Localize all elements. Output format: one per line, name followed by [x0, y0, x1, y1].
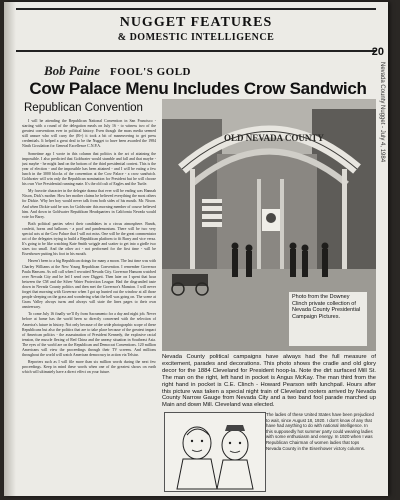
- side-folio: Nevada County Nugget - July 4, 1984: [379, 62, 385, 163]
- page-gutter: [4, 2, 16, 496]
- article-paragraph: Reporters such as I will file more than six million words during the next few proceedings. Keep in mind these words when one of the greatest shows on earth which will ultimately have a direct effect on your future.: [22, 360, 156, 375]
- author-signature: Bob Paine: [44, 63, 100, 78]
- photo-caption: Nevada County political campaigns have always had the full measure of excitement, parades and decorations. This photo shows the cradle and old glory decor for the 1884 Cleveland for President hoop-la. Note the dirt surfaced Mill St. The man on the right, left hand in pocket is Angus McKay. The man third from the right hand in pocket is C.E. Clinch - Howard Pearson with lunchpail. Hours after this picture was taken a special night train of Cleveland rooters arrived by Nevada County Narrow Gauge from Nevada City and a two band fool parade marched up Main and down Mill. Cleveland was elected.: [162, 354, 376, 409]
- article-paragraph: To come July 16 finally we'll fly from Sacramento for a day and night job. Never before at home has the world been so directly concerned with the selection of America's future in history. Not only because of the wide photographic scope of these Republicans but also the politics that are to take place because of the greatest impact of American politics - the assassination of President Kennedy, the explosive racial tension, the muscle flexing of Red China and the uneasy situation in Southeast Asia. The eyes of the world are on the Republican and Democrat Conventions. 120 million Americans will view the proceedings through their TV screens. And millions throughout the world will watch American democracy in action via Telstar.: [22, 312, 156, 358]
- section-subtitle: & DOMESTIC INTELLIGENCE: [117, 32, 275, 43]
- article-paragraph: Both political parties select their candidates in a circus atmosphere. Bands, confetti, horns and balloons - a poof and pandemonium. There will be two very special acts at the Cow Palace that I will not miss. One will be the great commentator act of the delegates trying to build a Republican platform to fit Barry and vice versa. It's going to be like watching Kate Smith wriggle and scatter to get into a girdle two sizes too small. And the other act - not performed for the first time - will be Eisenhower putting his foot in his mouth.: [22, 221, 156, 257]
- article-body: [22, 119, 156, 491]
- article-paragraph: My favorite character in the delegate drama that ever will be ending was Hannah Nixon, Dick's mother. How her mother claims he believed everything the most others for Dickie. Why her boy would never talk from both sides of his mouth. Mr. Nixon. And when Dickie said he was for Goldwater this morning member of course believed him. And down in Goldwater Republican Headquarters in California Nevada would vote for Barry.: [22, 189, 156, 219]
- article-paragraph: Haven't been to a big Republican doings for many a moon. The last time was with Charley Williams at the New Young Republican Convention. I remember Governor Paula Hansom. As roll call when I recruited Nevada City. Governor Hansom watched over Nevada City and he led I send over Diggett. Then later on I spent that hour between the CM and the Silver Water Protection League. Had the disgruntled taste down in Nevada County politics and then met the Governor's Mansion. I will never forget that morning with Governor when I got up hunted out the window at all those people sleeping on the grass and wondering what the hell was going on. The scene at Grass Valley always turns and always will state the lines pages to their own anniversary.: [22, 259, 156, 310]
- section-header: [16, 8, 376, 52]
- article-subhead: Republican Convention: [24, 102, 143, 114]
- arch-banner-text: OLD NEVADA COUNTY: [224, 133, 324, 143]
- headline: Cow Palace Menu Includes Crow Sandwich: [29, 79, 367, 98]
- photo-credit-caption: Photo from the Downey Clinch private collection of Nevada County Presidential Campaign Pictures.: [289, 292, 367, 346]
- section-title: NUGGET FEATURES: [119, 15, 273, 30]
- newspaper-page: [4, 2, 388, 496]
- column-name: FOOL'S GOLD: [109, 66, 191, 78]
- cartoon-illustration: [164, 412, 266, 492]
- byline: [44, 62, 364, 80]
- page-number: 20: [371, 46, 384, 58]
- cartoon-caption: The ladies of these United States have been prejudiced to wait, since August 18, 1920. I don't know of any that have had anything to do with national intelligence. In this supposedly hot summer party could wearing ladies with some enthusiasm and energy. In 1920 when I was Republican Chairman of women ladies that tops Nevada County in the Eisenhower victory columns.: [266, 412, 374, 451]
- article-paragraph: Sometime ago I wrote in this column that politics is the art of attaining the impossible. I also predicted that Goldwater would stumble and fall and that maybe - just maybe - he might land on the bottom of the third presidential contest. This is the year of election - and the impossible has been attained - and I will be eating a few lunch in the 3000 blocks of the convention at the Cow Palace - a crow sandwich. Goldwater will win only the Republican nomination for President but he will choose his own Vice Presidential running mate. It's the old cult of Eagles and the Turtle.: [22, 151, 156, 187]
- cartoon-drawing: [165, 413, 265, 491]
- article-paragraph: I will be attending the Republican National Convention in San Francisco - starting with a round of the delegation meals on July 16 - to witness two of the greatest conventions ever in political history. Even though the mass media seemed still unsure who will carry the (R+) it took a bit of maneuvering to get press credentials. It helped a great deal to be the Nugget to have been awarded the 1984 Ninth Circulation for General Excellence C.N.P.A.: [22, 119, 156, 149]
